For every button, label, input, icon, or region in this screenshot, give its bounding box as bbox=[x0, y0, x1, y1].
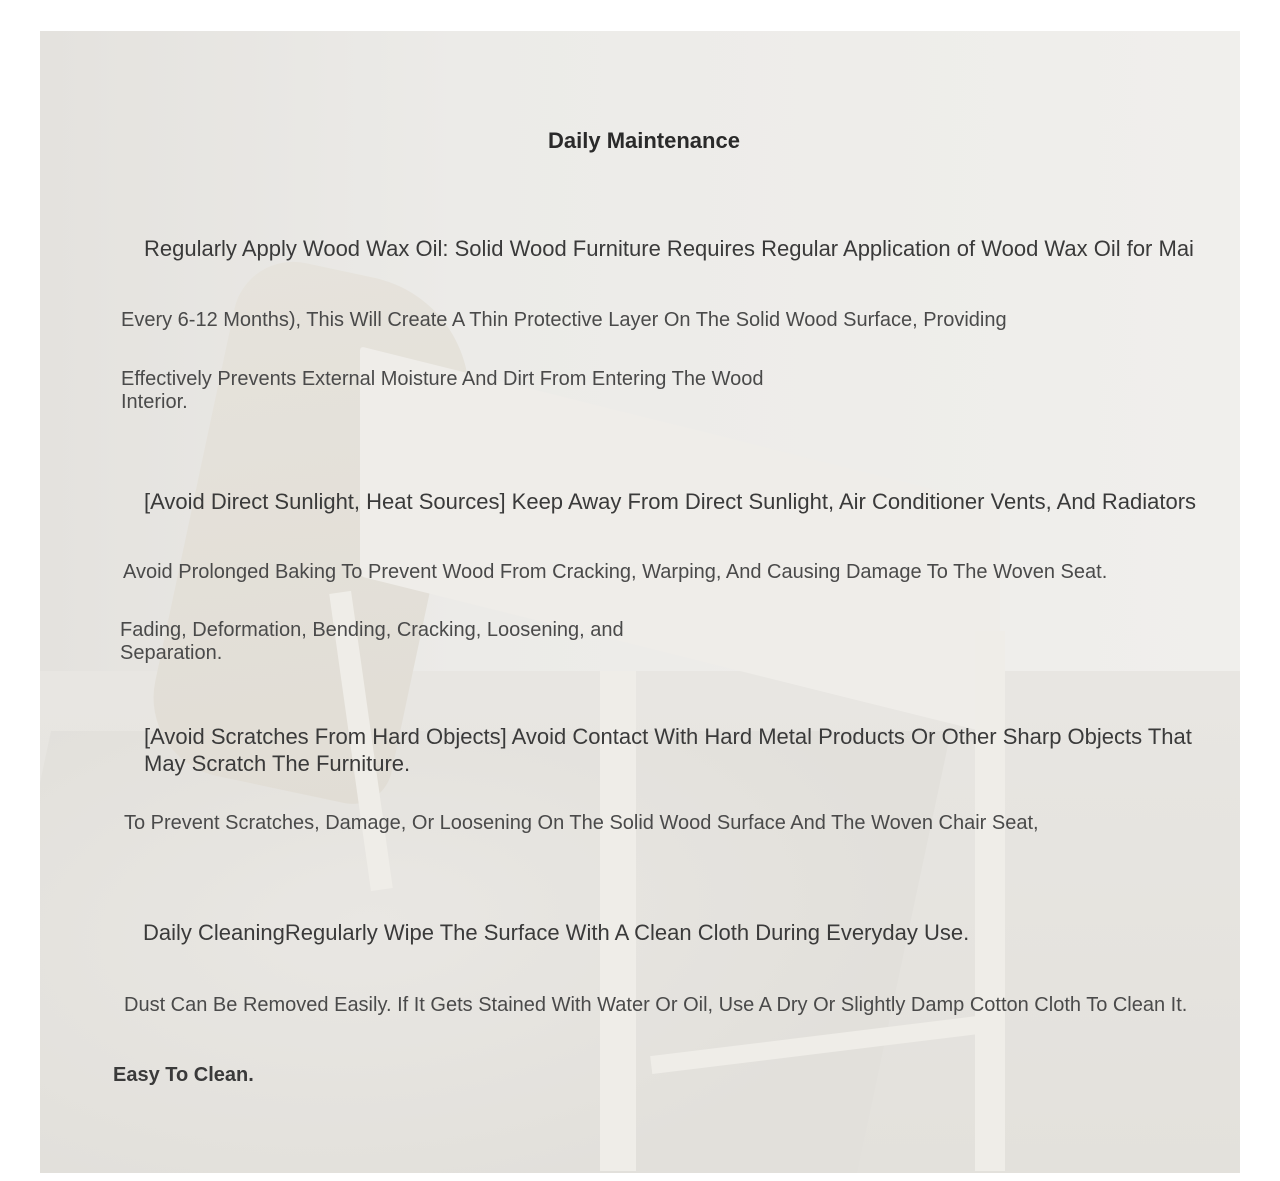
section-text-sunlight-1: Avoid Prolonged Baking To Prevent Wood From Cracking, Warping, And Causing Damage To The Woven Seat. bbox=[123, 561, 1108, 583]
page-title: Daily Maintenance bbox=[548, 128, 740, 153]
section-heading-cleaning: Daily CleaningRegularly Wipe The Surface With A Clean Cloth During Everyday Use. bbox=[143, 920, 970, 945]
section-heading-sunlight: [Avoid Direct Sunlight, Heat Sources] Keep Away From Direct Sunlight, Air Conditioner Vents, And Radiators bbox=[144, 489, 1197, 514]
background-bench-leg bbox=[975, 631, 1005, 1171]
section-heading-scratches-1: [Avoid Scratches From Hard Objects] Avoid Contact With Hard Metal Products Or Other Sharp Objects That bbox=[144, 724, 1192, 749]
section-text-scratches-1: To Prevent Scratches, Damage, Or Loosening On The Solid Wood Surface And The Woven Chair Seat, bbox=[124, 812, 1039, 834]
section-text-wax-oil-1: Every 6-12 Months), This Will Create A Thin Protective Layer On The Solid Wood Surface, Providing bbox=[121, 309, 1007, 331]
section-heading-scratches-2: May Scratch The Furniture. bbox=[144, 751, 411, 776]
footer-easy-to-clean: Easy To Clean. bbox=[113, 1064, 254, 1086]
section-text-sunlight-2: Fading, Deformation, Bending, Cracking, Loosening, and Separation. bbox=[120, 619, 624, 664]
background-rug bbox=[40, 731, 951, 1173]
section-heading-wax-oil: Regularly Apply Wood Wax Oil: Solid Wood Furniture Requires Regular Application of Wood Wax Oil for Mai bbox=[144, 236, 1194, 261]
section-text-wax-oil-2: Effectively Prevents External Moisture And Dirt From Entering The Wood Interior. bbox=[121, 368, 764, 413]
section-text-cleaning-1: Dust Can Be Removed Easily. If It Gets Stained With Water Or Oil, Use A Dry Or Slightly Damp Cotton Cloth To Clean It. bbox=[124, 994, 1188, 1016]
